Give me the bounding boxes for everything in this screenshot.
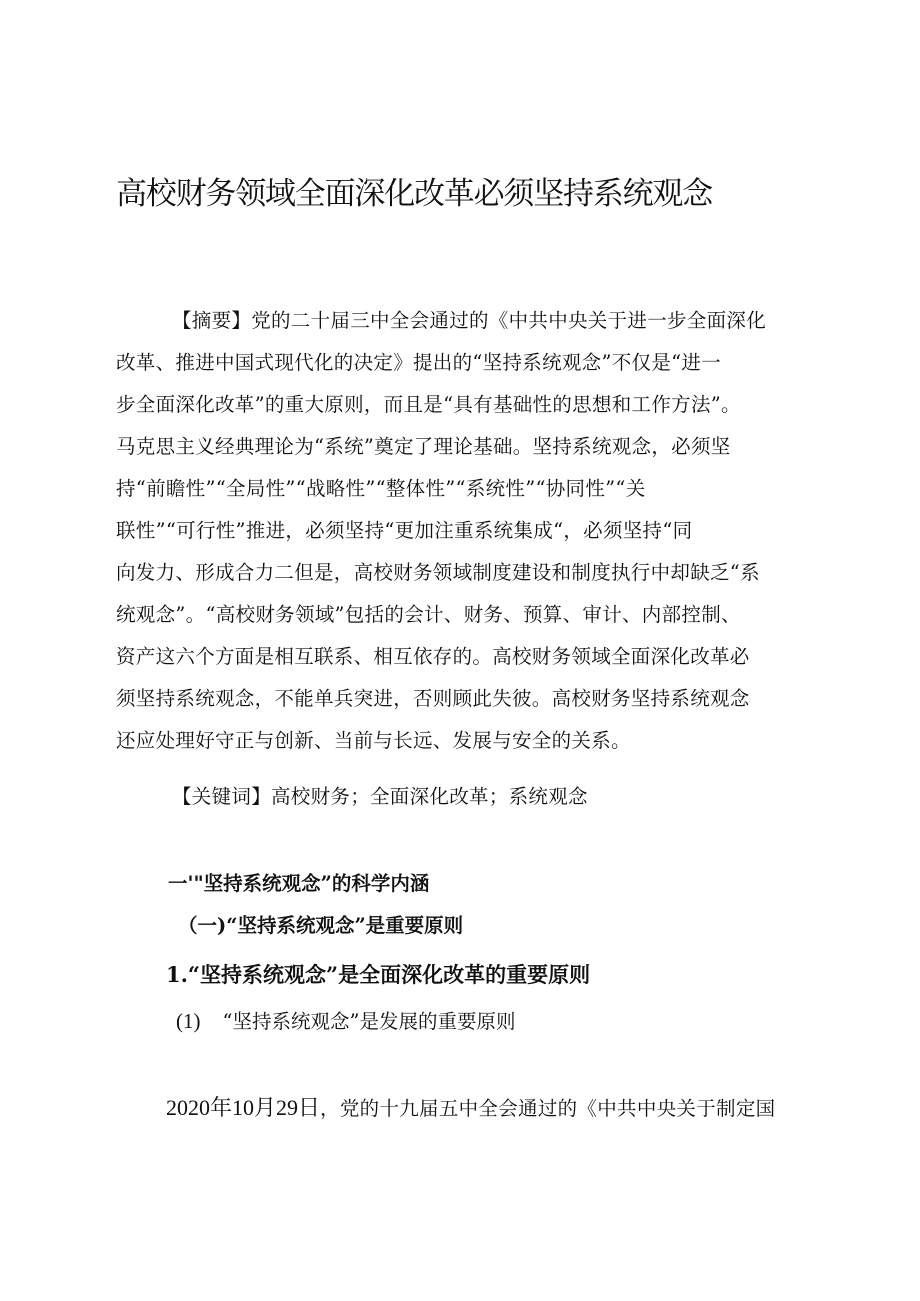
abstract-line: 联性”“可行性”推进，必须坚持“更加注重系统集成“，必须坚持“同 xyxy=(116,519,693,542)
section-heading-4 xyxy=(176,1003,515,1040)
section-heading-3: 1.“坚持系统观念”是全面深化改革的重要原则 xyxy=(166,962,591,987)
abstract-line: 统观念”。“高校财务领域”包括的会计、财务、预算、审计、内部控制、 xyxy=(116,603,741,626)
abstract-line: 改革、推进中国式现代化的决定》提出的“坚持系统观念”不仅是“进一 xyxy=(116,351,722,374)
abstract-line: 还应处理好守正与创新、当前与长远、发展与安全的关系。 xyxy=(116,729,631,752)
document-title: 高校财务领域全面深化改革必须坚持系统观念 xyxy=(116,176,712,212)
abstract-line: 步全面深化改革”的重大原则，而且是“具有基础性的思想和工作方法”。 xyxy=(116,393,741,416)
paragraph-text: ，党的十九届五中全会通过的《中共中央关于制定国 xyxy=(320,1097,776,1120)
abstract-line: 须坚持系统观念，不能单兵突进，否则顾此失彼。高校财务坚持系统观念 xyxy=(116,687,750,710)
heading-text: “坚持系统观念”是发展的重要原则 xyxy=(222,1010,516,1033)
abstract-line: 持“前瞻性”“全局性”“战略性”“整体性”“系统性”“协同性”“关 xyxy=(116,477,646,500)
keywords-line: 【关键词】高校财务；全面深化改革；系统观念 xyxy=(172,785,588,808)
heading-number: (1) xyxy=(176,1009,201,1033)
abstract-line: 马克思主义经典理论为“系统”奠定了理论基础。坚持系统观念，必须坚 xyxy=(116,435,731,458)
paragraph-date: 2020年10月29日 xyxy=(166,1095,321,1120)
abstract-line: 向发力、形成合力二但是，高校财务领域制度建设和制度执行中却缺乏“系 xyxy=(116,561,760,584)
abstract-line: 资产这六个方面是相互联系、相互依存的。高校财务领域全面深化改革必 xyxy=(116,645,750,668)
section-heading-1: 一'"坚持系统观念”的科学内涵 xyxy=(168,872,430,895)
abstract-block xyxy=(116,300,828,762)
body-paragraph xyxy=(166,1088,775,1129)
section-heading-2: （一)“坚持系统观念”是重要原则 xyxy=(178,914,464,937)
abstract-line: 【摘要】党的二十届三中全会通过的《中共中央关于进一步全面深化 xyxy=(172,309,767,332)
